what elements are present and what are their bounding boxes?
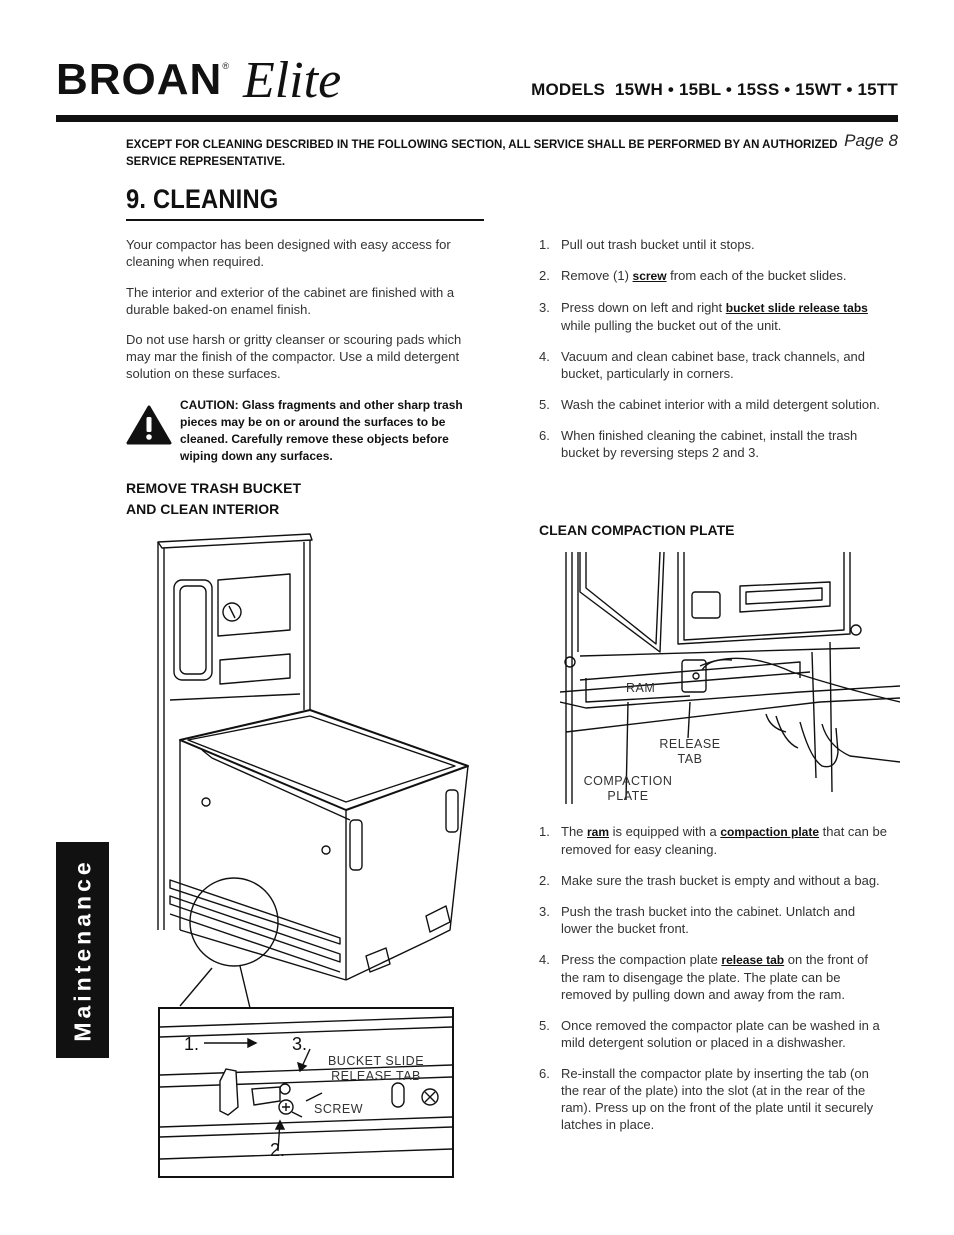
page-number: Page 8: [844, 131, 898, 150]
bucket-step: 4. Vacuum and clean cabinet base, track channels, and bucket, particularly in corners.: [539, 349, 866, 381]
release-tab-label-line-1: RELEASE: [659, 737, 721, 751]
plate-step: 2. Make sure the trash bucket is empty and without a bag.: [539, 873, 880, 888]
models-line: MODELS 15WH • 15BL • 15SS • 15WT • 15TT: [531, 80, 898, 99]
bucket-step: 5. Wash the cabinet interior with a mild detergent solution.: [539, 397, 880, 412]
intro-paragraph-1: Your compactor has been designed with easy access for cleaning when required.: [126, 237, 451, 269]
brand-logo: [56, 51, 342, 109]
bucket-section-heading: [126, 478, 301, 520]
plate-step: 3. Push the trash bucket into the cabinet. Unlatch and lower the bucket front.: [539, 904, 856, 936]
release-tab-label: [656, 737, 724, 767]
brand-script: Elite: [242, 51, 342, 109]
screw-label: SCREW: [314, 1102, 364, 1116]
callout-step-3: 3.: [292, 1034, 308, 1054]
section-title: 9. CLEANING: [126, 184, 279, 214]
bucket-steps-list: [539, 236, 889, 461]
ram-label: RAM: [626, 681, 656, 695]
release-tab-term: release tab: [721, 953, 785, 967]
caution-text: CAUTION: Glass fragments and other sharp trash pieces may be on or around the surfaces to be cleaned. Carefully remove these objects before wiping down any surfaces.: [180, 398, 463, 463]
plate-step: 4. Press the compaction plate release tab on the front of the ram to disengage the plate. The plate can be removed by pulling down and away from the ram.: [539, 952, 868, 1002]
release-label-line-2: RELEASE TAB: [331, 1069, 421, 1083]
service-notice: EXCEPT FOR CLEANING DESCRIBED IN THE FOLLOWING SECTION, ALL SERVICE SHALL BE PERFORMED BY AN AUTHORIZED SERVICE REPRESENTATIVE.: [126, 139, 838, 168]
plate-section-heading: CLEAN COMPACTION PLATE: [539, 522, 735, 538]
bucket-slide-release-tabs-term: bucket slide release tabs: [725, 301, 868, 315]
callout-step-1: 1.: [184, 1034, 200, 1054]
callout-step-2: 2.: [270, 1140, 286, 1160]
header-rule: [56, 115, 898, 122]
ram-term: ram: [587, 825, 610, 839]
plate-step: 5. Once removed the compactor plate can be washed in a mild detergent solution or placed in a dishwasher.: [539, 1018, 880, 1050]
compaction-plate-label: [580, 774, 676, 804]
plate-label-line-1: COMPACTION: [583, 774, 673, 788]
intro-paragraph-2: The interior and exterior of the cabinet are finished with a durable baked-on enamel finish.: [126, 285, 455, 317]
plate-step: 1. The ram is equipped with a compaction plate that can be removed for easy cleaning.: [539, 824, 887, 857]
maintenance-side-tab: [56, 842, 109, 1058]
warning-icon: [126, 405, 172, 445]
bucket-step: 3. Press down on left and right bucket slide release tabs while pulling the bucket out of the unit.: [539, 300, 868, 333]
intro-paragraph-3: Do not use harsh or gritty cleanser or scouring pads which may mar the finish of the compactor. Use a mild detergent solution on these surfaces.: [126, 332, 462, 381]
bucket-slide-release-tab-label: [322, 1054, 430, 1084]
plate-steps-list: [539, 823, 889, 1133]
bucket-step: 1. Pull out trash bucket until it stops.: [539, 237, 755, 252]
bucket-heading-line-2: AND CLEAN INTERIOR: [126, 501, 280, 517]
brand-name: BROAN: [56, 55, 223, 104]
bucket-heading-line-1: REMOVE TRASH BUCKET: [126, 480, 302, 496]
compaction-plate-illustration: [560, 552, 900, 804]
compaction-plate-term: compaction plate: [720, 825, 820, 839]
release-tab-label-line-2: TAB: [677, 752, 703, 766]
brand-registered-mark: ®: [222, 61, 229, 71]
bucket-step: 6. When finished cleaning the cabinet, install the trash bucket by reversing steps 2 and 3.: [539, 428, 858, 460]
release-label-line-1: BUCKET SLIDE: [327, 1054, 425, 1068]
side-tab-label: Maintenance: [69, 858, 95, 1042]
plate-label-line-2: PLATE: [607, 789, 649, 803]
section-rule: [126, 219, 484, 221]
screw-term: screw: [632, 269, 667, 283]
plate-step: 6. Re-install the compactor plate by inserting the tab (on the rear of the plate) into the slot (at in the rear of the ram). Press up on the front of the plate until it securely latches in place.: [539, 1066, 874, 1132]
bucket-step: 2. Remove (1) screw from each of the bucket slides.: [539, 268, 847, 283]
